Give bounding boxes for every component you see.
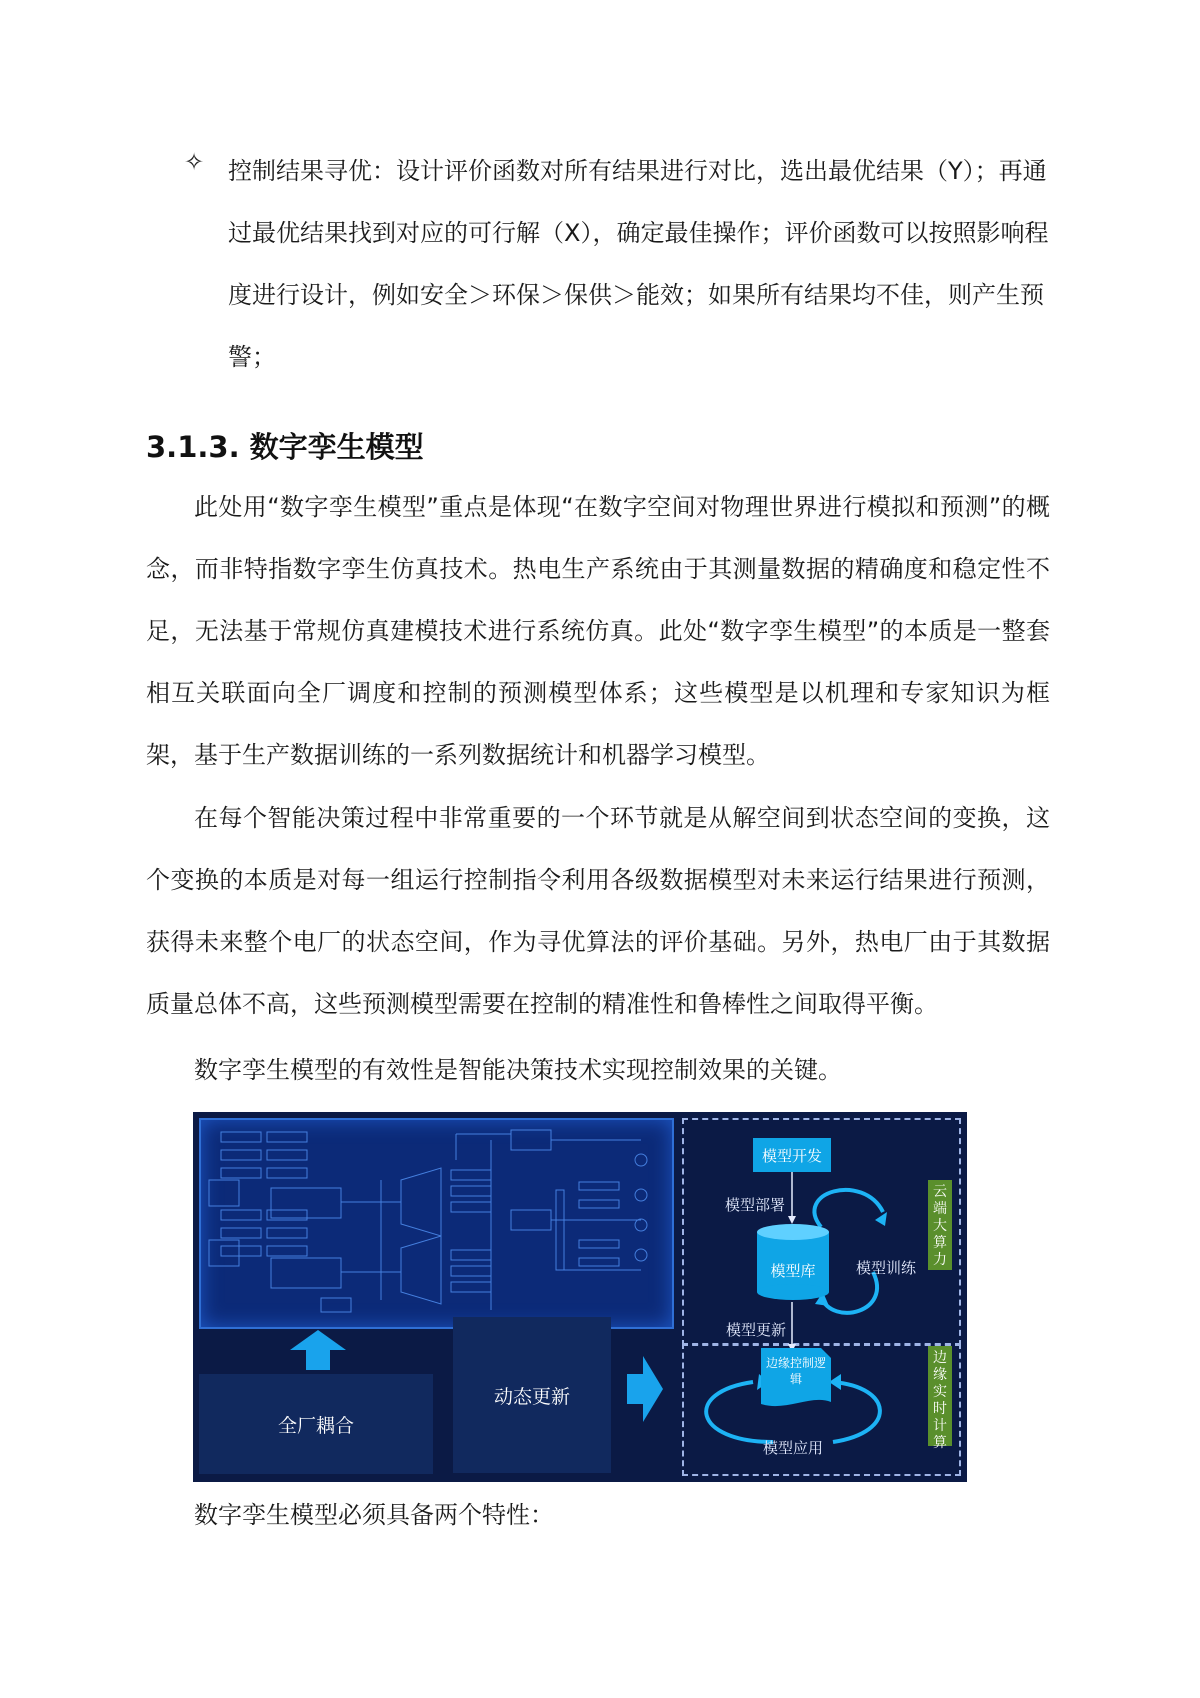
section-heading: 3.1.3. 数字孪生模型: [146, 430, 424, 464]
dynamic-update-box: 动态更新: [453, 1317, 611, 1473]
model-dev-box: 模型开发: [753, 1138, 831, 1172]
model-update-label: 模型更新: [726, 1321, 787, 1339]
paragraph-4: 数字孪生模型必须具备两个特性：: [194, 1501, 554, 1529]
cloud-compute-tag: 云端大算力: [928, 1180, 952, 1270]
flow-arrows: [193, 1112, 967, 1482]
digital-twin-figure: [193, 1112, 967, 1482]
paragraph-1: 此处用“数字孪生模型”重点是体现“在数字空间对物理世界进行模拟和预测”的概念，而非特指数字孪生仿真技术。热电生产系统由于其测量数据的精确度和稳定性不足，无法基于常规仿真建模技术进行系统仿真。此处“数字孪生模型”的本质是一整套相互关联面向全厂调度和控制的预测模型体系；这些模型是以机理和专家知识为框架，基于生产数据训练的一系列数据统计和机器学习模型。: [146, 493, 1050, 769]
plant-coupling-box: 全厂耦合: [199, 1374, 433, 1474]
model-deploy-label: 模型部署: [725, 1196, 786, 1214]
paragraph-2: 在每个智能决策过程中非常重要的一个环节就是从解空间到状态空间的变换，这个变换的本质是对每一组运行控制指令利用各级数据模型对未来运行结果进行预测，获得未来整个电厂的状态空间，作为寻优算法的评价基础。另外，热电厂由于其数据质量总体不高，这些预测模型需要在控制的精准性和鲁棒性之间取得平衡。: [146, 804, 1050, 1018]
edge-logic-label: 边缘控制逻辑: [765, 1356, 826, 1386]
sparkle-bullet-icon: ✧: [184, 148, 205, 176]
model-apply-label: 模型应用: [763, 1439, 824, 1457]
paragraph-3: 数字孪生模型的有效性是智能决策技术实现控制效果的关键。: [194, 1056, 842, 1084]
model-train-label: 模型训练: [856, 1259, 917, 1277]
bullet-text: 控制结果寻优：设计评价函数对所有结果进行对比，选出最优结果（Y）；再通过最优结果找到对应的可行解（X），确定最佳操作；评价函数可以按照影响程度进行设计，例如安全＞环保＞保供＞能效；如果所有结果均不佳，则产生预警；: [228, 157, 1049, 371]
edge-compute-tag: 边缘实时计算: [928, 1346, 952, 1446]
model-library-label: 模型库: [770, 1262, 816, 1280]
